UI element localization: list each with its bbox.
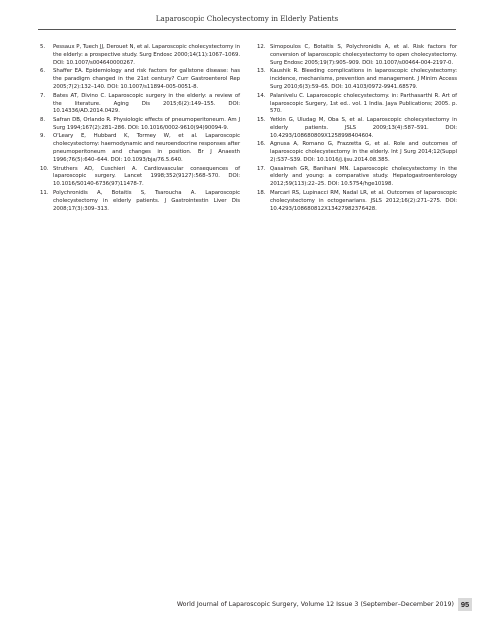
reference-number: 5. [40,44,46,50]
reference-text: Marcari RS, Lupinacci RM, Nadal LR, et al. Outcomes of laparoscopic cholecystectomy in octogenarians. JSLS 2012;16(2):271–275. DOI: 10.4293/108680812X13427982376428. [270,189,457,212]
reference-number: 6. [40,68,46,75]
reference-number: 15. [257,116,266,123]
reference-item [40,44,240,68]
reference-item [40,133,240,165]
reference-number: 17. [257,165,266,172]
reference-text: Palanivelu C. Laparoscopic cholecystectomy. in: Parthasarthi R. Art of laparoscopic Surgery, 1st ed.. vol. 1 India. Jaya Publications; 2005. p. 570. [270,92,457,115]
reference-item [40,190,240,214]
reference-number: 16. [257,141,266,148]
reference-number: 11. [40,189,49,196]
reference-item [257,44,457,68]
references-left-column [40,44,240,214]
reference-text: Shaffer EA. Epidemiology and risk factors for gallstone disease: has the paradigm changed in the 21st century? Curr Gastroenterol Rep 2005;7(2):132–140. DOI: 10.1007/s11894-005-0051-8. [53,68,240,91]
reference-item [257,190,457,214]
reference-item [40,166,240,190]
references-right-column [257,44,457,214]
reference-item [40,93,240,117]
reference-text: Yetkin G, Uludag M, Oba S, et al. Laparoscopic cholecystectomy in elderly patients. JSLS 2009;13(4):587–591. DOI: 10.4293/108680809X1258998404604. [270,116,457,139]
reference-item [257,68,457,92]
reference-number: 14. [257,92,266,99]
journal-citation: World Journal of Laparoscopic Surgery, Volume 12 Issue 3 (September–December 2019) [176,601,454,608]
reference-item [257,141,457,165]
reference-item [40,68,240,92]
reference-text: Pessaux P, Tuech JJ, Derouet N, et al. Laparoscopic cholecystectomy in the elderly: a prospective study. Surg Endosc 2000;14(11):1067–1069. DOI: 10.1007/s004640000267. [53,44,240,66]
reference-text: Polychronidis A, Botaitis S, Tsaroucha A. Laparoscopic cholecystectomy in elderly patients. J Gastrointestin Liver Dis 2008;17(3):309–313. [53,189,240,212]
reference-item [40,117,240,133]
reference-number: 8. [40,116,46,123]
reference-number: 9. [40,133,46,140]
reference-number: 10. [40,165,49,172]
reference-text: Safran DB, Orlando R. Physiologic effects of pneumoperitoneum. Am J Surg 1994;167(2):281–286. DOI: 10.1016/0002-9610(94)90094-9. [53,116,240,131]
reference-text: Bates AT, Divino C. Laparoscopic surgery in the elderly: a review of the literature. Aging Dis 2015;6(2):149–155. DOI: 10.14336/AD.2014.0429. [53,92,240,115]
reference-item [257,166,457,190]
reference-text: Struthers AD, Cuschieri A. Cardiovascular consequences of laparoscopic surgery. Lancet 1998;352(9127):568–570. DOI: 10.1016/S0140-6736(97)11478-7. [53,165,240,188]
reference-number: 13. [257,68,266,75]
reference-text: O'Leary E, Hubbard K, Tormey W, et al. Laparoscopic cholecystectomy: haemodynamic and neuroendocrine responses after pneumoperitoneum and changes in position. Br J Anaesth 1996;76(5):640–644. DOI: 10.1093/bja/76.5.640. [53,133,240,164]
reference-text: Kaushik R. Bleeding complications in laparoscopic cholecystectomy: incidence, mechanisms, prevention and management. J Minim Access Surg 2010;6(3):59–65. DOI: 10.4103/0972-9941.68579. [270,68,457,91]
reference-text: Agnusa A, Romano G, Frazzetta G, et al. Role and outcomes of laparoscopic cholecystectomy in the elderly. Int J Surg 2014;12(Suppl 2):S37–S39. DOI: 10.1016/j.ijsu.2014.08.385. [270,141,457,164]
running-header: Laparoscopic Cholecystectomy in Elderly Patients [155,14,339,23]
page-number: 95 [458,598,472,611]
reference-item [257,117,457,141]
reference-text: Simopoulos C, Botaitis S, Polychronidis A, et al. Risk factors for conversion of laparoscopic cholecystectomy to open cholecystectomy. Surg Endosc 2005;19(7):905–909. DOI: 10.1007/s00464-004-2197-0. [270,44,457,66]
page-footer [177,598,472,611]
reference-number: 7. [40,92,46,99]
reference-number: 12. [257,44,266,50]
reference-number: 18. [257,189,266,196]
header-rule [38,29,456,30]
reference-item [257,93,457,117]
reference-text: Qasaimeh GR, Banihani MN. Laparoscopic cholecystectomy in the elderly and young: a comparative study. Hepatogastroenterology 2012;59(113):22–25. DOI: 10.5754/hge10198. [270,165,457,188]
